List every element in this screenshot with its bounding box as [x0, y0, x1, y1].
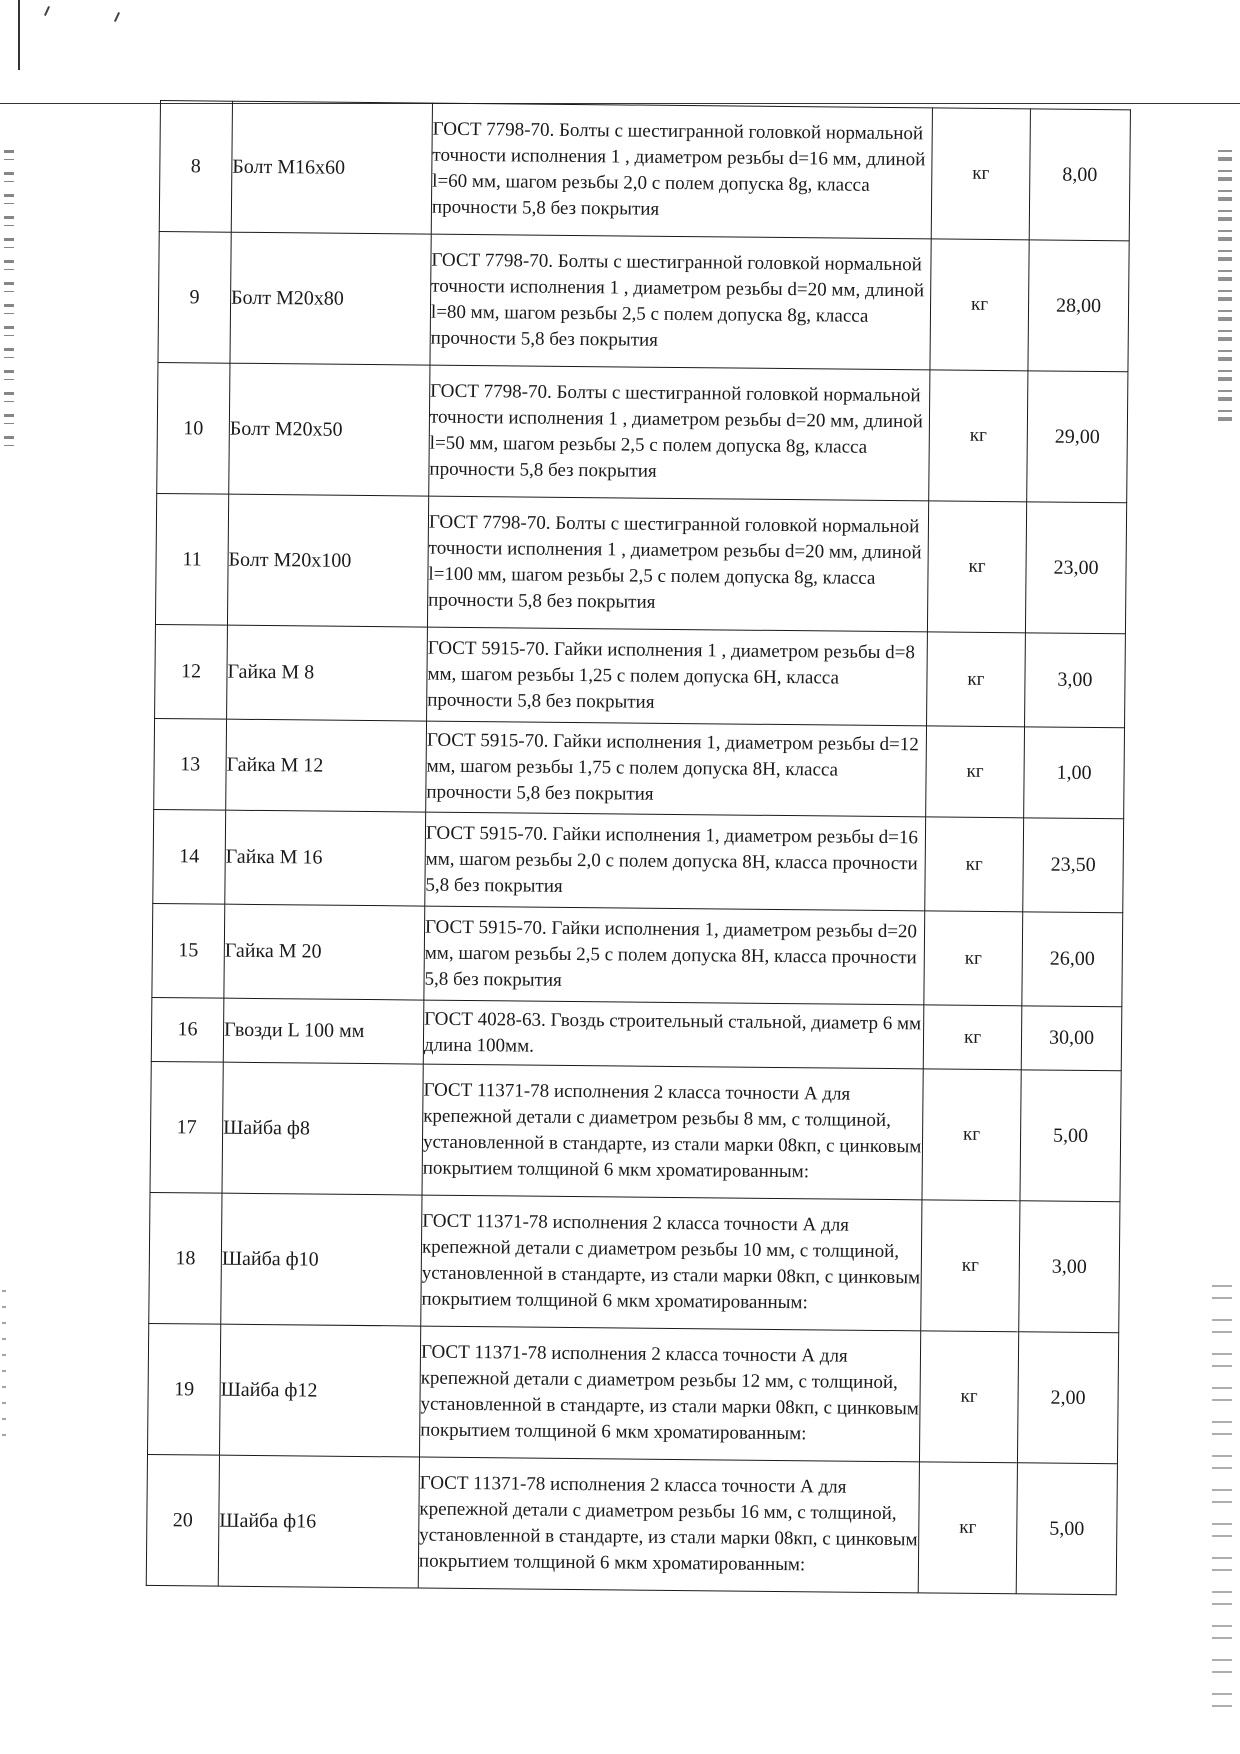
- unit-of-measure: кг: [927, 501, 1026, 633]
- table-row: [159, 101, 1130, 241]
- item-name: Гвозди L 100 мм: [223, 998, 424, 1064]
- item-name: Гайка М 8: [227, 625, 428, 721]
- item-description: ГОСТ 5915-70. Гайки исполнения 1, диаметром резьбы d=20 мм, шагом резьбы 2,5 с полем допуска 8Н, класса прочности 5,8 без покрытия: [424, 906, 925, 1005]
- table-row: [154, 718, 1125, 818]
- row-number: 20: [146, 1454, 219, 1586]
- quantity: 29,00: [1027, 371, 1128, 503]
- quantity: 23,00: [1025, 502, 1126, 634]
- scan-artifact-edge: [18, 0, 20, 70]
- quantity: 8,00: [1029, 109, 1130, 241]
- item-name: Шайба ф12: [219, 1324, 420, 1457]
- quantity: 5,00: [1016, 1463, 1117, 1595]
- table-row: [151, 997, 1122, 1070]
- specification-table: [146, 100, 1131, 1595]
- row-number: 14: [153, 809, 226, 904]
- unit-of-measure: кг: [927, 632, 1026, 727]
- scan-margin-marks-left: [4, 150, 14, 450]
- quantity: 30,00: [1021, 1006, 1122, 1071]
- scan-margin-marks-left-lower: [2, 1290, 6, 1440]
- item-name: Гайка М 20: [224, 904, 425, 1000]
- unit-of-measure: кг: [922, 1069, 1021, 1201]
- item-name: Шайба ф16: [218, 1455, 419, 1588]
- item-name: Болт М20х80: [230, 232, 431, 365]
- table-row: [155, 624, 1126, 727]
- item-name: Гайка М 12: [226, 719, 427, 812]
- unit-of-measure: кг: [923, 1005, 1022, 1070]
- item-name: Болт М20х100: [227, 494, 428, 627]
- row-number: 10: [157, 362, 230, 494]
- item-description: ГОСТ 5915-70. Гайки исполнения 1, диаметром резьбы d=12 мм, шагом резьбы 1,75 с полем допуска 8Н, класса прочности 5,8 без покрытия: [426, 721, 927, 817]
- table-row: [147, 1323, 1118, 1463]
- item-description: ГОСТ 11371-78 исполнения 2 класса точности А для крепежной детали с диаметром резьбы 12 мм, с толщиной, установленной в стандарте, из стали марки 08кп, с цинковым покрытием толщиной 6 мкм хроматированным:: [419, 1326, 920, 1462]
- unit-of-measure: кг: [919, 1331, 1018, 1463]
- item-name: Гайка М 16: [225, 810, 426, 906]
- table-row: [157, 362, 1128, 502]
- table-row: [155, 493, 1126, 633]
- item-description: ГОСТ 5915-70. Гайки исполнения 1 , диаметром резьбы d=8 мм, шагом резьбы 1,25 с полем допуска 6Н, класса прочности 5,8 без покрытия: [427, 627, 928, 726]
- unit-of-measure: кг: [924, 911, 1023, 1006]
- item-name: Шайба ф10: [221, 1193, 422, 1326]
- item-description: ГОСТ 7798-70. Болты с шестигранной головкой нормальной точности исполнения 1 , диаметром резьбы d=20 мм, длиной l=80 мм, шагом резьбы 2,5 с полем допуска 8g, класса прочности 5,8 без покрытия: [430, 234, 931, 370]
- scan-speck: [44, 6, 50, 16]
- quantity: 28,00: [1028, 240, 1129, 372]
- unit-of-measure: кг: [921, 1200, 1020, 1332]
- unit-of-measure: кг: [929, 370, 1028, 502]
- unit-of-measure: кг: [930, 239, 1029, 371]
- table-row: [149, 1192, 1120, 1332]
- quantity: 23,50: [1023, 818, 1124, 913]
- row-number: 15: [152, 903, 225, 998]
- item-description: ГОСТ 11371-78 исполнения 2 класса точности А для крепежной детали с диаметром резьбы 16 мм, с толщиной, установленной в стандарте, из стали марки 08кп, с цинковым покрытием толщиной 6 мкм хроматированным:: [418, 1457, 919, 1593]
- item-description: ГОСТ 7798-70. Болты с шестигранной головкой нормальной точности исполнения 1 , диаметром резьбы d=20 мм, длиной l=50 мм, шагом резьбы 2,5 с полем допуска 8g, класса прочности 5,8 без покрытия: [429, 365, 930, 501]
- scan-margin-marks-right: [1218, 150, 1232, 430]
- row-number: 13: [154, 718, 227, 810]
- quantity: 2,00: [1017, 1332, 1118, 1464]
- row-number: 11: [155, 493, 228, 625]
- table-row: [153, 809, 1124, 912]
- unit-of-measure: кг: [926, 726, 1025, 818]
- scan-margin-marks-right-lower: [1212, 1285, 1232, 1725]
- quantity: 26,00: [1022, 912, 1123, 1007]
- item-description: ГОСТ 11371-78 исполнения 2 класса точности А для крепежной детали с диаметром резьбы 10 мм, с толщиной, установленной в стандарте, из стали марки 08кп, с цинковым покрытием толщиной 6 мкм хроматированным:: [421, 1195, 922, 1331]
- item-description: ГОСТ 7798-70. Болты с шестигранной головкой нормальной точности исполнения 1 , диаметром резьбы d=16 мм, длиной l=60 мм, шагом резьбы 2,0 с полем допуска 8g, класса прочности 5,8 без покрытия: [431, 103, 932, 239]
- row-number: 18: [149, 1192, 222, 1324]
- item-name: Шайба ф8: [222, 1062, 423, 1195]
- row-number: 16: [151, 997, 224, 1062]
- table-body: [146, 101, 1130, 1595]
- quantity: 1,00: [1024, 727, 1125, 819]
- row-number: 19: [147, 1323, 220, 1455]
- row-number: 12: [155, 624, 228, 719]
- specification-table-container: [146, 100, 1130, 1595]
- item-description: ГОСТ 7798-70. Болты с шестигранной головкой нормальной точности исполнения 1 , диаметром резьбы d=20 мм, длиной l=100 мм, шагом резьбы 2,5 с полем допуска 8g, класса прочности 5,8 без покрытия: [427, 496, 928, 632]
- unit-of-measure: кг: [925, 817, 1024, 912]
- item-name: Болт М20х50: [229, 363, 430, 496]
- table-row: [150, 1061, 1121, 1201]
- table-row: [158, 231, 1129, 371]
- item-name: Болт М16х60: [231, 101, 432, 234]
- table-row: [152, 903, 1123, 1006]
- item-description: ГОСТ 11371-78 исполнения 2 класса точности А для крепежной детали с диаметром резьбы 8 мм, с толщиной, установленной в стандарте, из стали марки 08кп, с цинковым покрытием толщиной 6 мкм хроматированным:: [422, 1064, 923, 1200]
- table-row: [146, 1454, 1117, 1594]
- unit-of-measure: кг: [931, 108, 1030, 240]
- item-description: ГОСТ 4028-63. Гвоздь строительный стальной, диаметр 6 мм длина 100мм.: [423, 1000, 924, 1069]
- row-number: 17: [150, 1061, 223, 1193]
- scan-speck: [114, 12, 120, 22]
- quantity: 5,00: [1020, 1070, 1121, 1202]
- unit-of-measure: кг: [918, 1462, 1017, 1594]
- quantity: 3,00: [1025, 633, 1126, 728]
- item-description: ГОСТ 5915-70. Гайки исполнения 1, диаметром резьбы d=16 мм, шагом резьбы 2,0 с полем допуска 8Н, класса прочности 5,8 без покрытия: [425, 812, 926, 911]
- row-number: 8: [159, 101, 232, 233]
- row-number: 9: [158, 231, 231, 363]
- quantity: 3,00: [1019, 1201, 1120, 1333]
